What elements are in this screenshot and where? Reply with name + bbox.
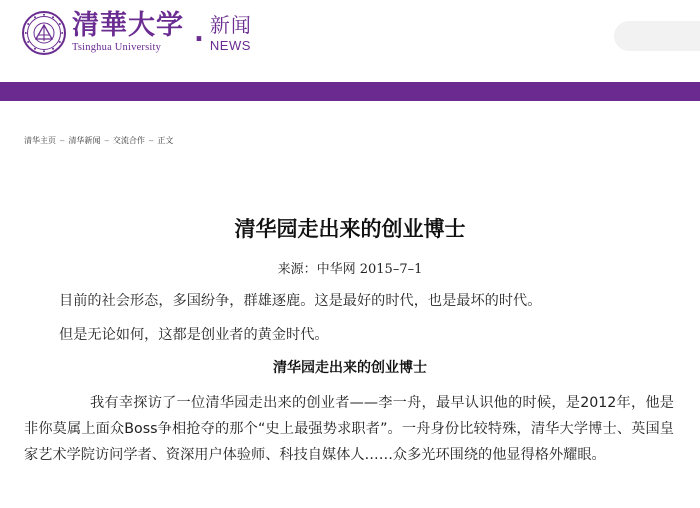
brand-name-cn: 清華大学 [72, 10, 184, 42]
article-subtitle: 清华园走出来的创业博士 [273, 360, 427, 376]
article-paragraph: 目前的社会形态，多国纷争，群雄逐鹿。这是最好的时代，也是最坏的时代。 [59, 293, 542, 309]
news-label-en: NEWS [209, 37, 251, 53]
site-logo[interactable] [22, 11, 252, 55]
news-section-label [209, 12, 252, 53]
nav-bar [0, 82, 700, 101]
breadcrumb-separator: – [60, 136, 65, 145]
breadcrumb-separator: – [148, 136, 154, 145]
breadcrumb-news-link[interactable]: 清华新闻 [68, 136, 101, 145]
article-paragraph: 我有幸探访了一位清华园走出来的创业者——李一舟，最早认识他的时候，是2012年，他是非你莫属上面众Boss争相抢夺的那个“史上最强势求职者”。一舟身份比较特殊，清华大学博士、英国皇家艺术学院访问学者、资深用户体验师、科技自媒体人……众多光环围绕的他显得格外耀眼。 [24, 395, 674, 463]
tsinghua-seal-icon [22, 11, 66, 55]
article-title: 清华园走出来的创业博士 [234, 217, 466, 241]
site-header [0, 0, 700, 82]
news-label-cn: 新闻 [209, 12, 252, 37]
breadcrumb-exchange-link[interactable]: 交流合作 [112, 136, 145, 145]
article-source: 来源：中华网 2015–7–1 [277, 262, 423, 277]
article-paragraph: 但是无论如何，这都是创业者的黄金时代。 [59, 327, 329, 343]
breadcrumb [24, 135, 173, 146]
brand-dot: . [194, 18, 204, 48]
breadcrumb-home-link[interactable]: 清华主页 [24, 136, 56, 145]
brand-text [72, 12, 184, 54]
brand-name-en: Tsinghua University [72, 42, 162, 54]
breadcrumb-separator: – [104, 136, 109, 145]
breadcrumb-current: 正文 [157, 136, 174, 145]
search-input[interactable] [614, 21, 700, 51]
